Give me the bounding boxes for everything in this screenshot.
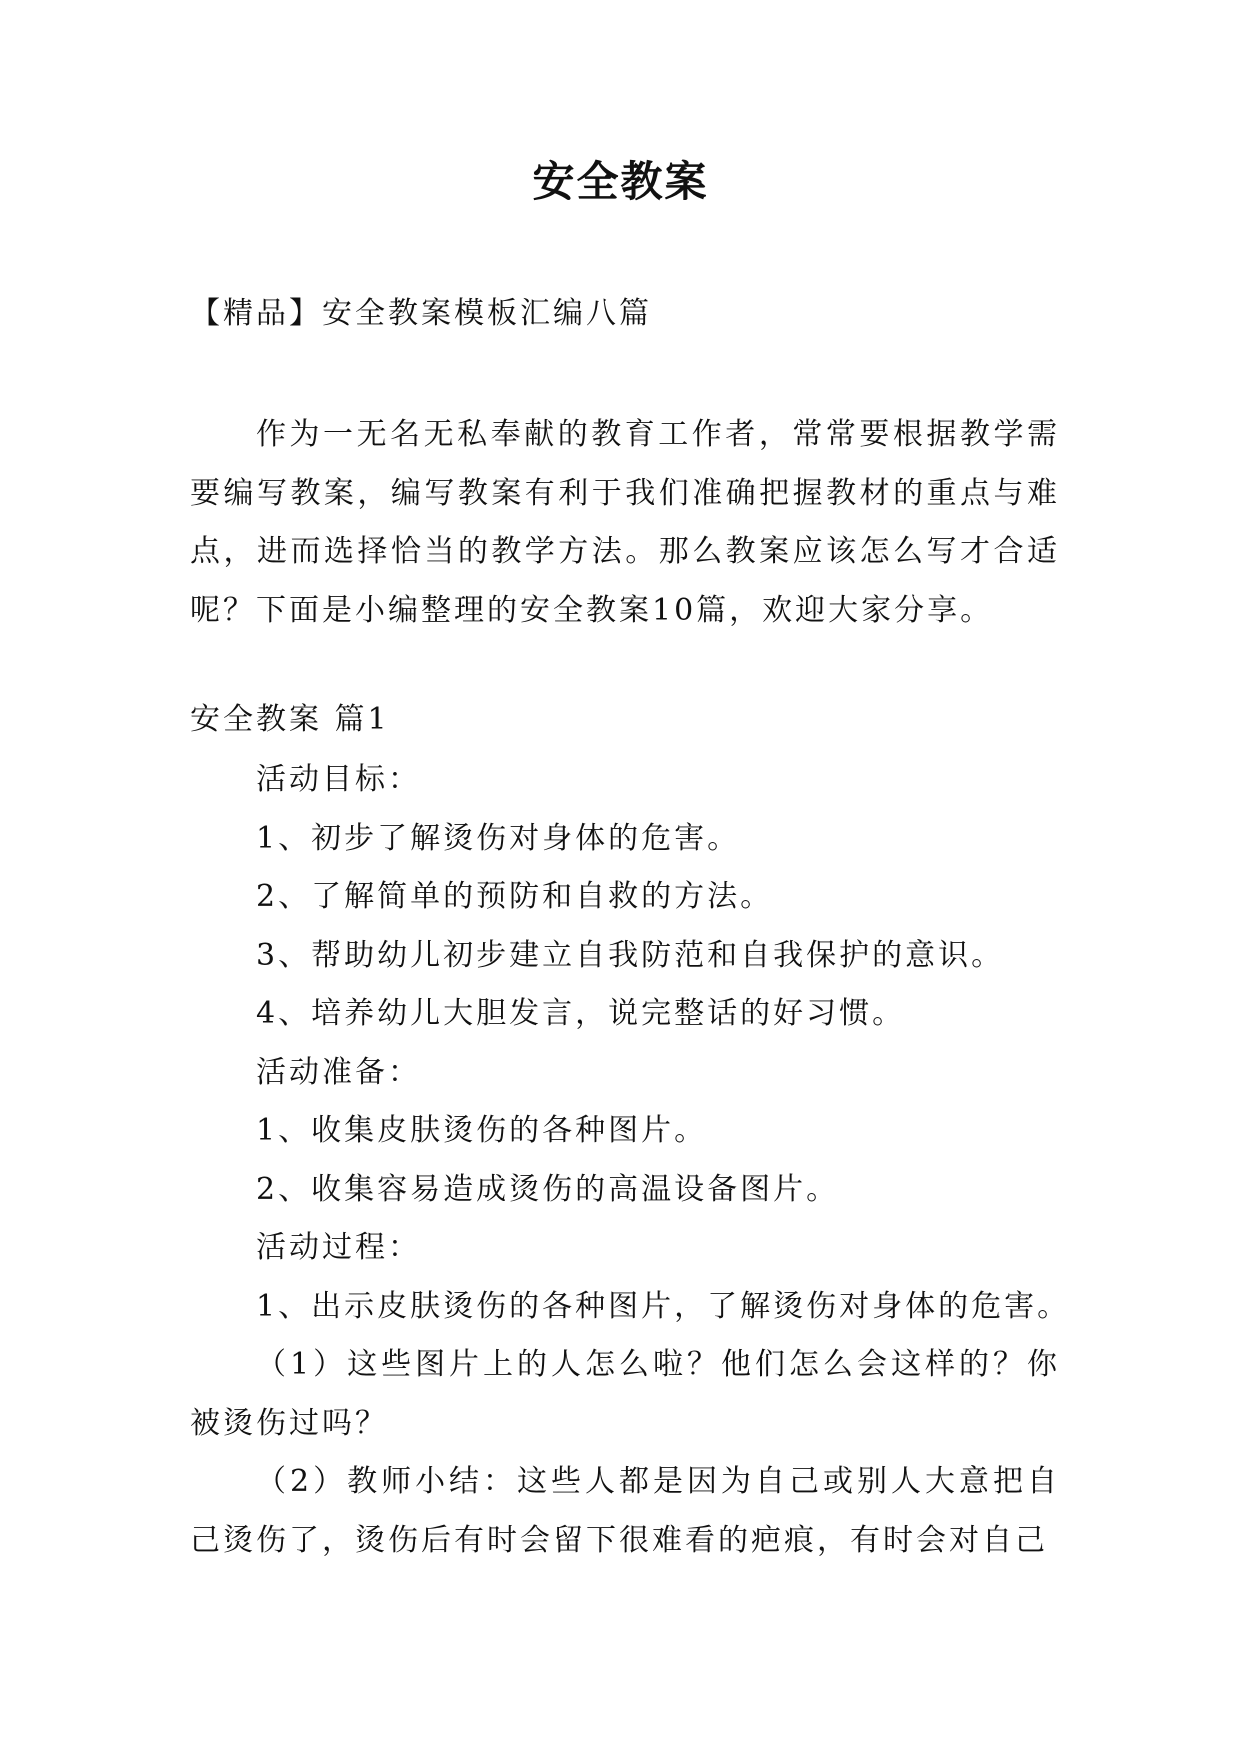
list-item: 1、初步了解烫伤对身体的危害。 <box>256 821 741 856</box>
activity-prep-heading: 活动准备： <box>256 1055 421 1090</box>
process-paragraph: （2）教师小结：这些人都是因为自己或别人大意把自己烫伤了，烫伤后有时会留下很难看的疤痕，有时会对自己 <box>190 1464 1060 1558</box>
list-item: 2、收集容易造成烫伤的高温设备图片。 <box>256 1172 840 1207</box>
list-item: 3、帮助幼儿初步建立自我防范和自我保护的意识。 <box>256 938 1005 973</box>
document-subtitle: 【精品】安全教案模板汇编八篇 <box>190 296 652 331</box>
activity-process-heading: 活动过程： <box>256 1230 421 1265</box>
list-item: 4、培养幼儿大胆发言，说完整话的好习惯。 <box>256 996 906 1031</box>
activity-goals-heading: 活动目标： <box>256 762 421 797</box>
list-item: 2、了解简单的预防和自救的方法。 <box>256 879 774 914</box>
process-paragraph: （1）这些图片上的人怎么啦？他们怎么会这样的？你被烫伤过吗？ <box>190 1347 1060 1441</box>
list-item: 1、出示皮肤烫伤的各种图片，了解烫伤对身体的危害。 <box>256 1289 1071 1324</box>
section-heading: 安全教案 篇1 <box>190 702 390 737</box>
intro-paragraph: 作为一无名无私奉献的教育工作者，常常要根据教学需要编写教案，编写教案有利于我们准确把握教材的重点与难点，进而选择恰当的教学方法。那么教案应该怎么写才合适呢？下面是小编整理的安全教案10篇，欢迎大家分享。 <box>190 417 1060 628</box>
document-title: 安全教案 <box>532 157 709 206</box>
list-item: 1、收集皮肤烫伤的各种图片。 <box>256 1113 708 1148</box>
